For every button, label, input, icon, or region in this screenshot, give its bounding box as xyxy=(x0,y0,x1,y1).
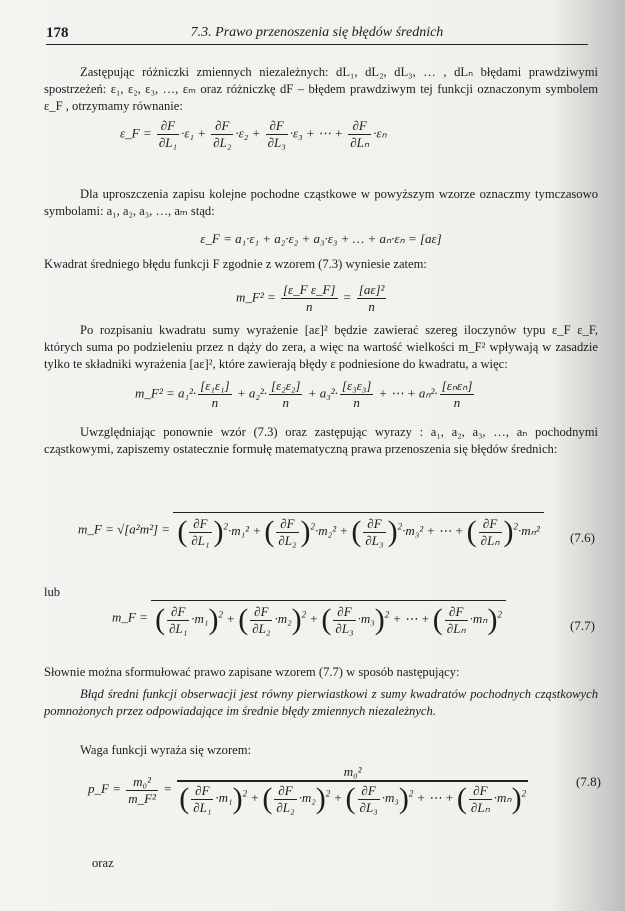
paragraph-law-statement: Błąd średni funkcji obserwacji jest równy pierwiastkowi z sumy kwadratów pochodnych cząstkowych pomnożonych przez odpowiadające im średnie błędy zmiennych niezależnych. xyxy=(44,687,598,719)
paragraph-2: Dla uproszczenia zapisu kolejne pochodne cząstkowe w powyższym wzorze oznaczmy tymczasowo symbolami: a₁, a₂, a₃, …, aₘ stąd: xyxy=(44,187,598,219)
equation-7-8: p_F = $\frac{\text{m₀²}}{\text{m\_F²}}$ = m₀² ( $\frac{\partial F}{\text{∂L₁}}$ ·m₁)$^2$ + ( $\frac{\partial F}{\text{∂L₂}}$ ·m₂)$^2$ + ( $\frac{\partial F}{\text{∂L₃}}$ ·m₃)$^2$ + ⋯ + ( $\frac{\partial F}{\text{∂Lₙ}}$ ·mₙ)$^2$ (7.8) xyxy=(88,764,601,815)
equation-sum: m_F² = a₁²· $\frac{\text{[ε₁ε₁]}}{n}$ + a₂²· $\frac{\text{[ε₂ε₂]}}{n}$ + a₃²· $\frac{\text{[ε₃ε₃]}}{n}$ + ⋯ + aₙ²· $\frac{\text{[εₙεₙ]}}{n}$ xyxy=(135,378,473,410)
sqrt-7-7: ( $\frac{\partial F}{\text{∂L₁}}$ ·m₁)$^2$ + ( $\frac{\partial F}{\text{∂L₂}}$ ·m₂)$^2$ + ( $\frac{\partial F}{\text{∂L₃}}$ ·m₃)$^2$ + ⋯ + ( $\frac{\partial F}{\text{∂Lₙ}}$ ·mₙ)$^2$ xyxy=(151,600,506,637)
paragraph-4: Po rozpisaniu kwadratu sumy wyrażenie [aε]² będzie zawierać szereg iloczynów typu ε_F ε_F, których suma po podzieleniu przez n dąży do zera, a więc na wartość wielkości m_F² wpływają w zasadzie tylko te składniki wyrażenia [aε]², które zawierają błędy ε podniesione do kwadratu, a więc: xyxy=(44,323,598,372)
equation-epsilon-f: ε_F = $\frac{\partial F}{\text{∂L₁}}$ ·ε₁ + $\frac{\partial F}{\text{∂L₂}}$ ·ε₂ + $\frac{\partial F}{\text{∂L₃}}$ ·ε₃ + ⋯ + $\frac{\partial F}{\text{∂Lₙ}}$ ·εₙ xyxy=(120,118,387,150)
paragraph-3: Kwadrat średniego błędu funkcji F zgodnie z wzorem (7.3) wyniesie zatem: xyxy=(44,257,427,271)
sqrt-7-6: ( $\frac{\partial F}{\text{∂L₁}}$ )$^2$·m₁² + ( $\frac{\partial F}{\text{∂L₂}}$ )$^2$·m₂² + ( $\frac{\partial F}{\text{∂L₃}}$ )$^2$·m₃² + ⋯ + ( $\frac{\partial F}{\text{∂Lₙ}}$ )$^2$·mₙ² xyxy=(173,512,543,549)
running-title: 7.3. Prawo przenoszenia się błędów średnich xyxy=(190,25,444,40)
paragraph-7: Waga funkcji wyraża się wzorem: xyxy=(80,743,252,757)
eq-eps-lhs: ε_F = xyxy=(120,125,152,141)
equation-m2: m_F² = $\frac{\text{[ε\_F ε\_F]}}{n}$ = $\frac{\text{[aε]²}}{n}$ xyxy=(236,282,385,314)
frac-2: $\frac{\partial F}{\text{∂L₂}}$ xyxy=(213,118,232,150)
page-number: 178 xyxy=(46,25,69,41)
frac-3: $\frac{\partial F}{\text{∂L₃}}$ xyxy=(267,118,286,150)
oraz-text: oraz xyxy=(92,856,114,870)
eq-number-7-7: (7.7) xyxy=(570,618,595,633)
frac-n: $\frac{\partial F}{\text{∂Lₙ}}$ xyxy=(350,118,370,150)
running-header xyxy=(46,22,588,45)
eq-number-7-8: (7.8) xyxy=(576,774,601,789)
eq-number-7-6: (7.6) xyxy=(570,530,595,545)
paragraph-6: Słownie można sformułować prawo zapisane wzorem (7.7) w sposób następujący: xyxy=(44,665,460,679)
equation-7-6: m_F = √[a²m²] = ( $\frac{\partial F}{\text{∂L₁}}$ )$^2$·m₁² + ( $\frac{\partial F}{\text{∂L₂}}$ )$^2$·m₂² + ( $\frac{\partial F}{\text{∂L₃}}$ )$^2$·m₃² + ⋯ + ( $\frac{\partial F}{\text{∂Lₙ}}$ )$^2$·mₙ² (7.6) xyxy=(78,512,598,549)
frac-7-8-main: m₀² ( $\frac{\partial F}{\text{∂L₁}}$ ·m₁)$^2$ + ( $\frac{\partial F}{\text{∂L₂}}$ ·m₂)$^2$ + ( $\frac{\partial F}{\text{∂L₃}}$ ·m₃)$^2$ + ⋯ + ( $\frac{\partial F}{\text{∂Lₙ}}$ ·mₙ)$^2$ xyxy=(179,764,527,815)
lub-text: lub xyxy=(44,585,61,599)
equation-a-eps: ε_F = a₁·ε₁ + a₂·ε₂ + a₃·ε₃ + … + aₙ·εₙ = [aε] xyxy=(200,231,442,246)
frac-1: $\frac{\partial F}{\text{∂L₁}}$ xyxy=(158,118,178,150)
equation-7-7: m_F = ( $\frac{\partial F}{\text{∂L₁}}$ ·m₁)$^2$ + ( $\frac{\partial F}{\text{∂L₂}}$ ·m₂)$^2$ + ( $\frac{\partial F}{\text{∂L₃}}$ ·m₃)$^2$ + ⋯ + ( $\frac{\partial F}{\text{∂Lₙ}}$ ·mₙ)$^2$ (7.7) xyxy=(112,600,598,637)
paragraph-5: Uwzględniając ponownie wzór (7.3) oraz zastępując wyrazy : a₁, a₂, a₃, …, aₙ pochodnymi cząstkowymi, zapiszemy ostatecznie formułę matematyczną prawa przenoszenia się błędów średnich: xyxy=(44,425,598,457)
paragraph-1: Zastępując różniczki zmiennych niezależnych: dL₁, dL₂, dL₃, … , dLₙ błędami prawdziwymi spostrzeżeń: ε₁, ε₂, ε₃, …, εₘ oraz różniczkę dF – błędem prawdziwym tej funkcji oznaczonym symbolem ε_F , otrzymamy równanie: xyxy=(44,65,598,114)
